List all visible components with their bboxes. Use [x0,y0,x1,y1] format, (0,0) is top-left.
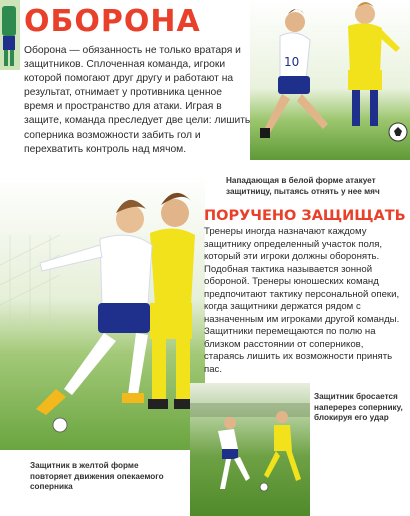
page-title: ОБОРОНА [24,4,201,39]
caption-bottom-left: Защитник в желтой форме повторяет движения опекаемого соперника [30,461,164,491]
body-paragraph: Тренеры иногда назначают каждому защитнику определенный участок поля, который эти игроки должны оборонять. Подобная тактика называется зонной обороной. Тренеры юношеских команд предпочитают тактику персональной опеки, когда защитники держатся рядом с назначенным им игроками другой команды. Защитники перемещаются по полю на близком расстоянии от соперников, стараясь лишить их возможности принять пас. [204,226,400,375]
svg-text:10: 10 [284,55,300,69]
photo-block-shot [190,383,310,516]
goalkeeper-figure [0,0,20,70]
photo-boys-marking [0,175,205,450]
intro-paragraph: Оборона — обязанность не только вратаря и защитников. Сплоченная команда, игроки которой помогают друг другу и работают на результат, отнимает у противника ценное время и пространство для атаки. Играя в защите, команда преследует две цели: лишить соперника возможности забить гол и перехватить контроль над мячом. [24,45,251,155]
photo-girls-tackle [250,0,410,160]
section-subtitle: ПОРУЧЕНО ЗАЩИЩАТЬ [204,208,406,224]
corner-photo [0,0,20,70]
caption-bottom-right: Защитник бросается наперерез сопернику, блокируя его удар [314,392,403,422]
caption-top: Нападающая в белой форме атакует защитницу, пытаясь отнять у нее мяч [226,176,380,196]
